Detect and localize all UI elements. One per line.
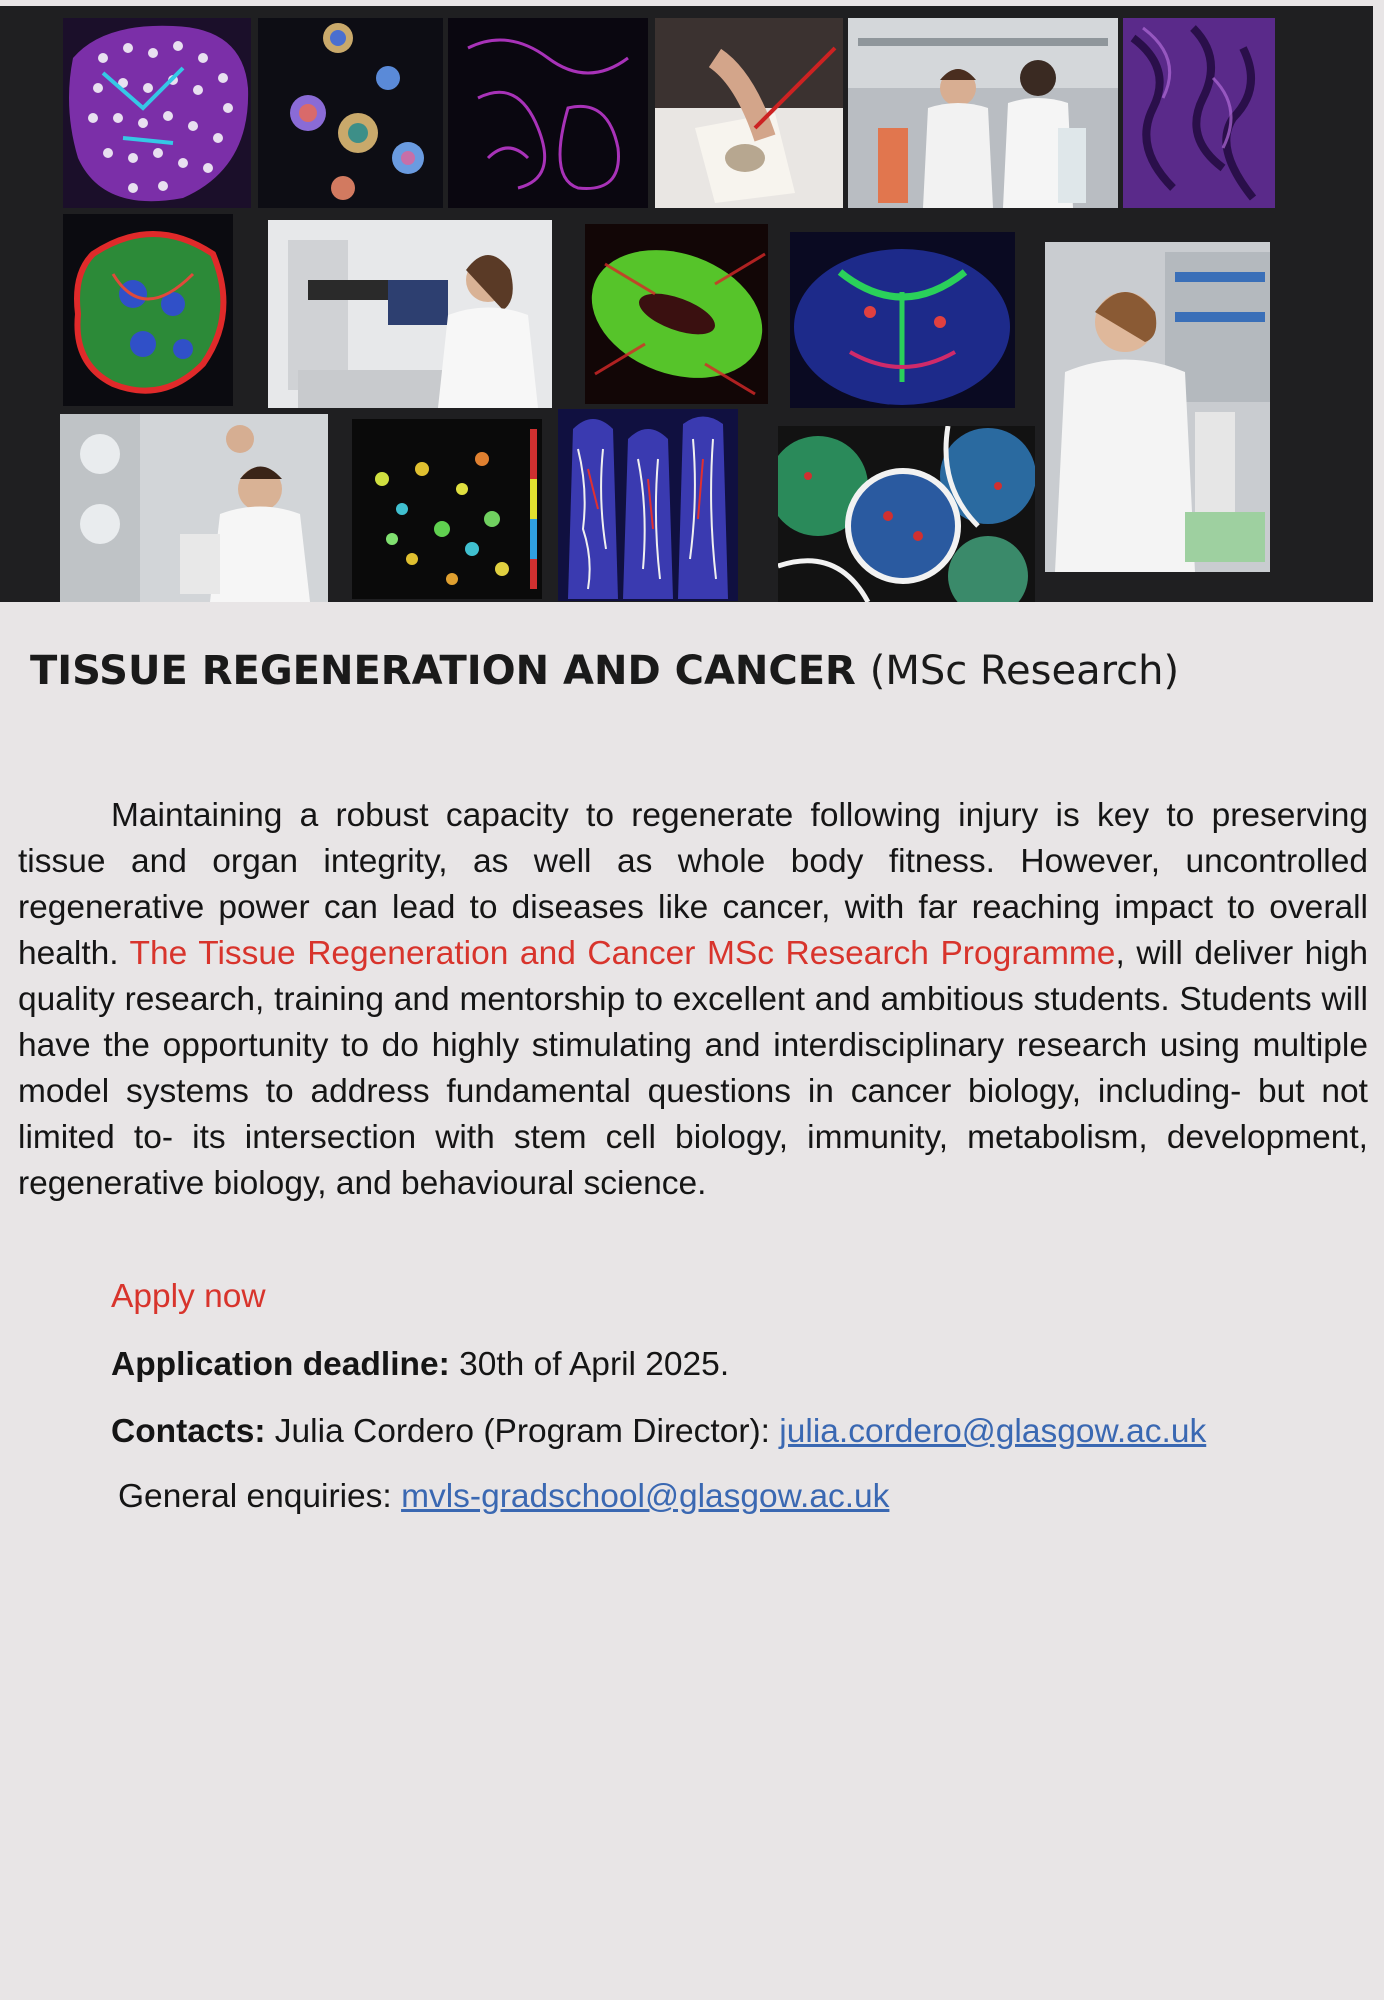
microscopy-image-purple-cells	[63, 18, 251, 208]
photo-researchers-in-lab	[848, 18, 1118, 208]
intro-text-before: Maintaining a robust capacity to regenerate following injury is key to preserving tissue and organ integrity, as well as whole body fitness. However, uncontrolled regenerative power can lead to diseases like cancer, with far reaching impact to overall health.	[18, 797, 1368, 972]
contacts-row	[111, 1412, 1206, 1452]
title-main: TISSUE REGENERATION AND CANCER	[30, 648, 856, 694]
microscopy-image-colored-cells-with-scale	[352, 419, 542, 599]
deadline-label: Application deadline:	[111, 1346, 450, 1383]
microscopy-image-round-cells	[258, 18, 443, 208]
microscopy-image-villi	[558, 409, 738, 601]
microscopy-image-purple-filaments	[448, 18, 648, 208]
apply-now-link[interactable]: Apply now	[111, 1278, 266, 1315]
general-enquiries-text: General enquiries:	[118, 1478, 402, 1515]
intro-paragraph	[18, 793, 1368, 1207]
microscopy-image-organoid-circles	[778, 426, 1035, 602]
microscopy-image-red-green-cell	[63, 214, 233, 406]
photo-researcher-with-microscope-bench	[1045, 242, 1270, 572]
general-enquiries-row	[118, 1477, 889, 1517]
programme-link[interactable]: The Tissue Regeneration and Cancer MSc Research Programme	[129, 935, 1116, 972]
deadline-value: 30th of April 2025.	[459, 1346, 730, 1383]
director-email-link[interactable]: julia.cordero@glasgow.ac.uk	[779, 1413, 1207, 1450]
contacts-label: Contacts:	[111, 1413, 266, 1450]
page-title	[30, 647, 1179, 695]
title-suffix: (MSc Research)	[869, 648, 1180, 694]
application-deadline	[111, 1345, 729, 1385]
apply-row	[111, 1277, 266, 1317]
general-email-link[interactable]: mvls-gradschool@glasgow.ac.uk	[401, 1478, 890, 1515]
photo-researcher-at-microscope	[268, 220, 552, 408]
photo-dissection-with-forceps	[655, 18, 843, 208]
header-image-collage	[0, 6, 1373, 602]
microscopy-image-purple-tissue	[1123, 18, 1275, 208]
microscopy-image-green-red-tissue	[585, 224, 768, 404]
intro-text-after: , will deliver high quality research, training and mentorship to excellent and ambitious students. Students will have the opportunity to do highly stimulating and interdisciplinary research using multiple model systems to address fundamental questions in cancer biology, including- but not limited to- its intersection with stem cell biology, immunity, metabolism, development, regenerative biology, and behavioural science.	[18, 935, 1368, 1202]
microscopy-image-brain-section	[790, 232, 1015, 408]
director-text: Julia Cordero (Program Director):	[274, 1413, 780, 1450]
photo-researchers-pipetting	[60, 414, 328, 602]
